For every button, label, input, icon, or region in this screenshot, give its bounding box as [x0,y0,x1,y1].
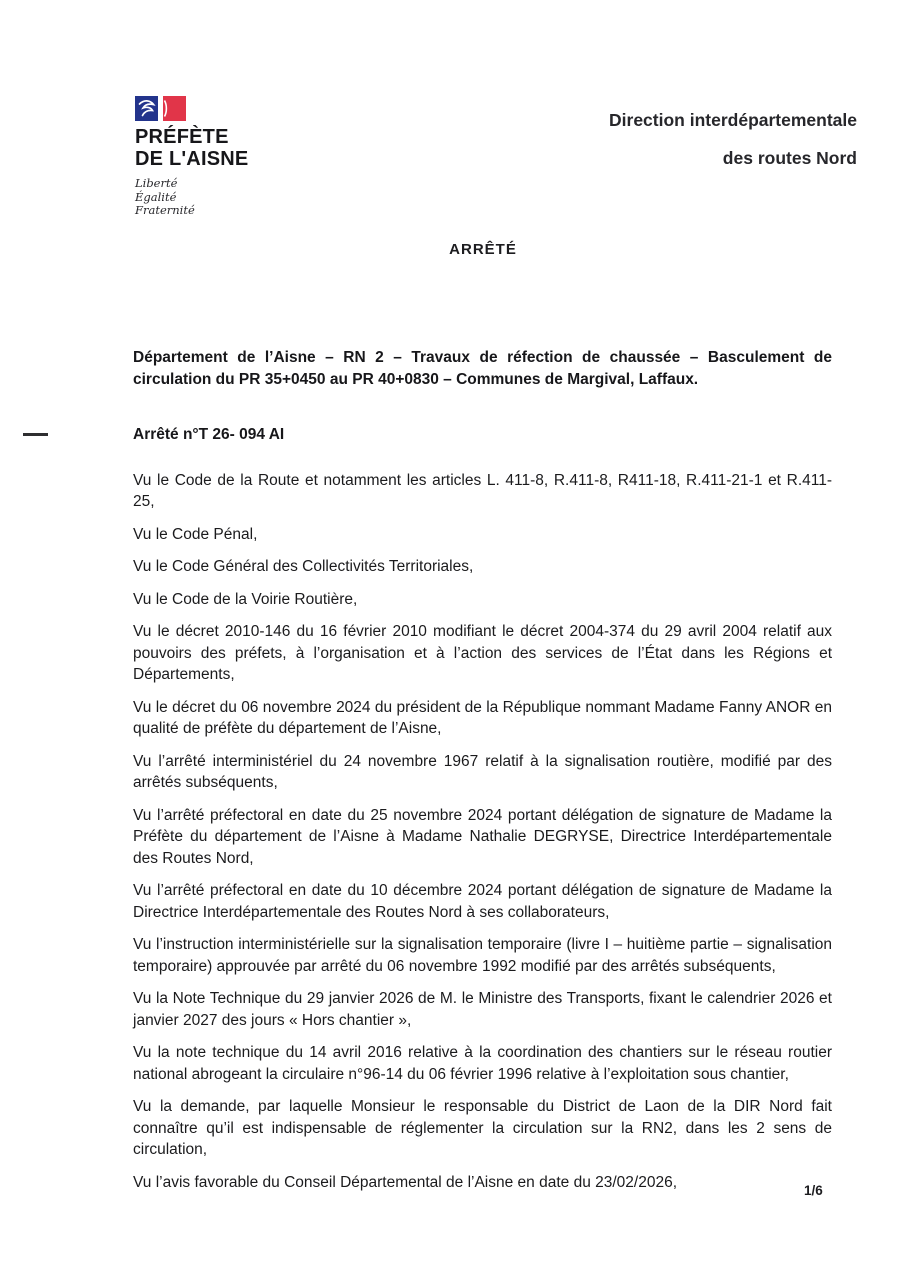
recital-paragraph: Vu le Code Pénal, [133,525,258,543]
recital-paragraph: Vu l’arrêté préfectoral en date du 25 novembre 2024 portant délégation de signature de Madame la Préfète du département de l’Aisne à Madame Nathalie DEGRYSE, Directrice Interdépartementale des Routes Nord, [133,806,832,867]
order-number: Arrêté n°T 26- 094 AI [133,426,285,443]
recital-paragraph: Vu le Code de la Route et notamment les articles L. 411-8, R.411-8, R411-18, R.411-21-1 et R.411-25, [133,471,832,510]
republic-motto [135,177,355,218]
recital-paragraph: Vu la note technique du 14 avril 2016 relative à la coordination des chantiers sur le réseau routier national abrogeant la circulaire n°96-14 du 06 février 1996 relative à l’exploitation sous chantier, [133,1044,832,1083]
recital-paragraph: Vu l’arrêté interministériel du 24 novembre 1967 relatif à la signalisation routière, modifié par des arrêtés subséquents, [133,752,832,791]
service-name-line1: Direction interdépartementale [609,110,857,130]
document-title: ARRÊTÉ [449,241,517,258]
recital-paragraph: Vu la Note Technique du 29 janvier 2026 de M. le Ministre des Transports, fixant le calendrier 2026 et janvier 2027 des jours « Hors chantier », [133,990,832,1029]
motto-egalite: Égalité [135,189,177,204]
service-name-line2: des routes Nord [722,148,857,168]
recital-paragraph: Vu l’instruction interministérielle sur la signalisation temporaire (livre I – huitième partie – signalisation temporaire) approuvée par arrêté du 06 novembre 1992 modifié par des arrêtés subséquents, [133,936,832,975]
recital-paragraph: Vu l’arrêté préfectoral en date du 10 décembre 2024 portant délégation de signature de Madame la Directrice Interdépartementale des Routes Nord à ses collaborateurs, [133,882,832,921]
margin-dash-mark [23,433,48,436]
institution-line2: DE L'AISNE [135,147,249,170]
motto-fraternite: Fraternité [135,203,195,217]
motto-liberte: Liberté [135,176,178,190]
institution-line1: PRÉFÈTE [135,126,229,148]
issuing-service-header [609,110,857,168]
recital-paragraph: Vu le Code Général des Collectivités Territoriales, [133,558,474,575]
recital-paragraph: Vu le Code de la Voirie Routière, [133,590,358,608]
institution-name [135,127,355,170]
page-number: 1/6 [804,1183,823,1198]
document-subject: Département de l’Aisne – RN 2 – Travaux de réfection de chaussée – Basculement de circulation du PR 35+0450 au PR 40+0830 – Communes de Margival, Laffaux. [133,349,832,388]
recital-paragraph: Vu le décret du 06 novembre 2024 du président de la République nommant Madame Fanny ANOR en qualité de préfète du département de l’Aisne, [133,698,832,737]
document-body [133,347,832,1204]
recital-paragraph: Vu la demande, par laquelle Monsieur le responsable du District de Laon de la DIR Nord fait connaître qu’il est indispensable de réglementer la circulation sur la RN2, dans les 2 sens de circulation, [133,1098,832,1158]
french-flag-marianne-icon [135,95,187,123]
recital-paragraph: Vu le décret 2010-146 du 16 février 2010 modifiant le décret 2004-374 du 29 avril 2004 relatif aux pouvoirs des préfets, à l’organisation et à l’action des services de l’État dans les Régions et Départements, [133,623,832,683]
recitals-list [133,470,832,1194]
recital-paragraph: Vu l’avis favorable du Conseil Départemental de l’Aisne en date du 23/02/2026, [133,1173,677,1191]
government-logo-block [135,95,355,218]
